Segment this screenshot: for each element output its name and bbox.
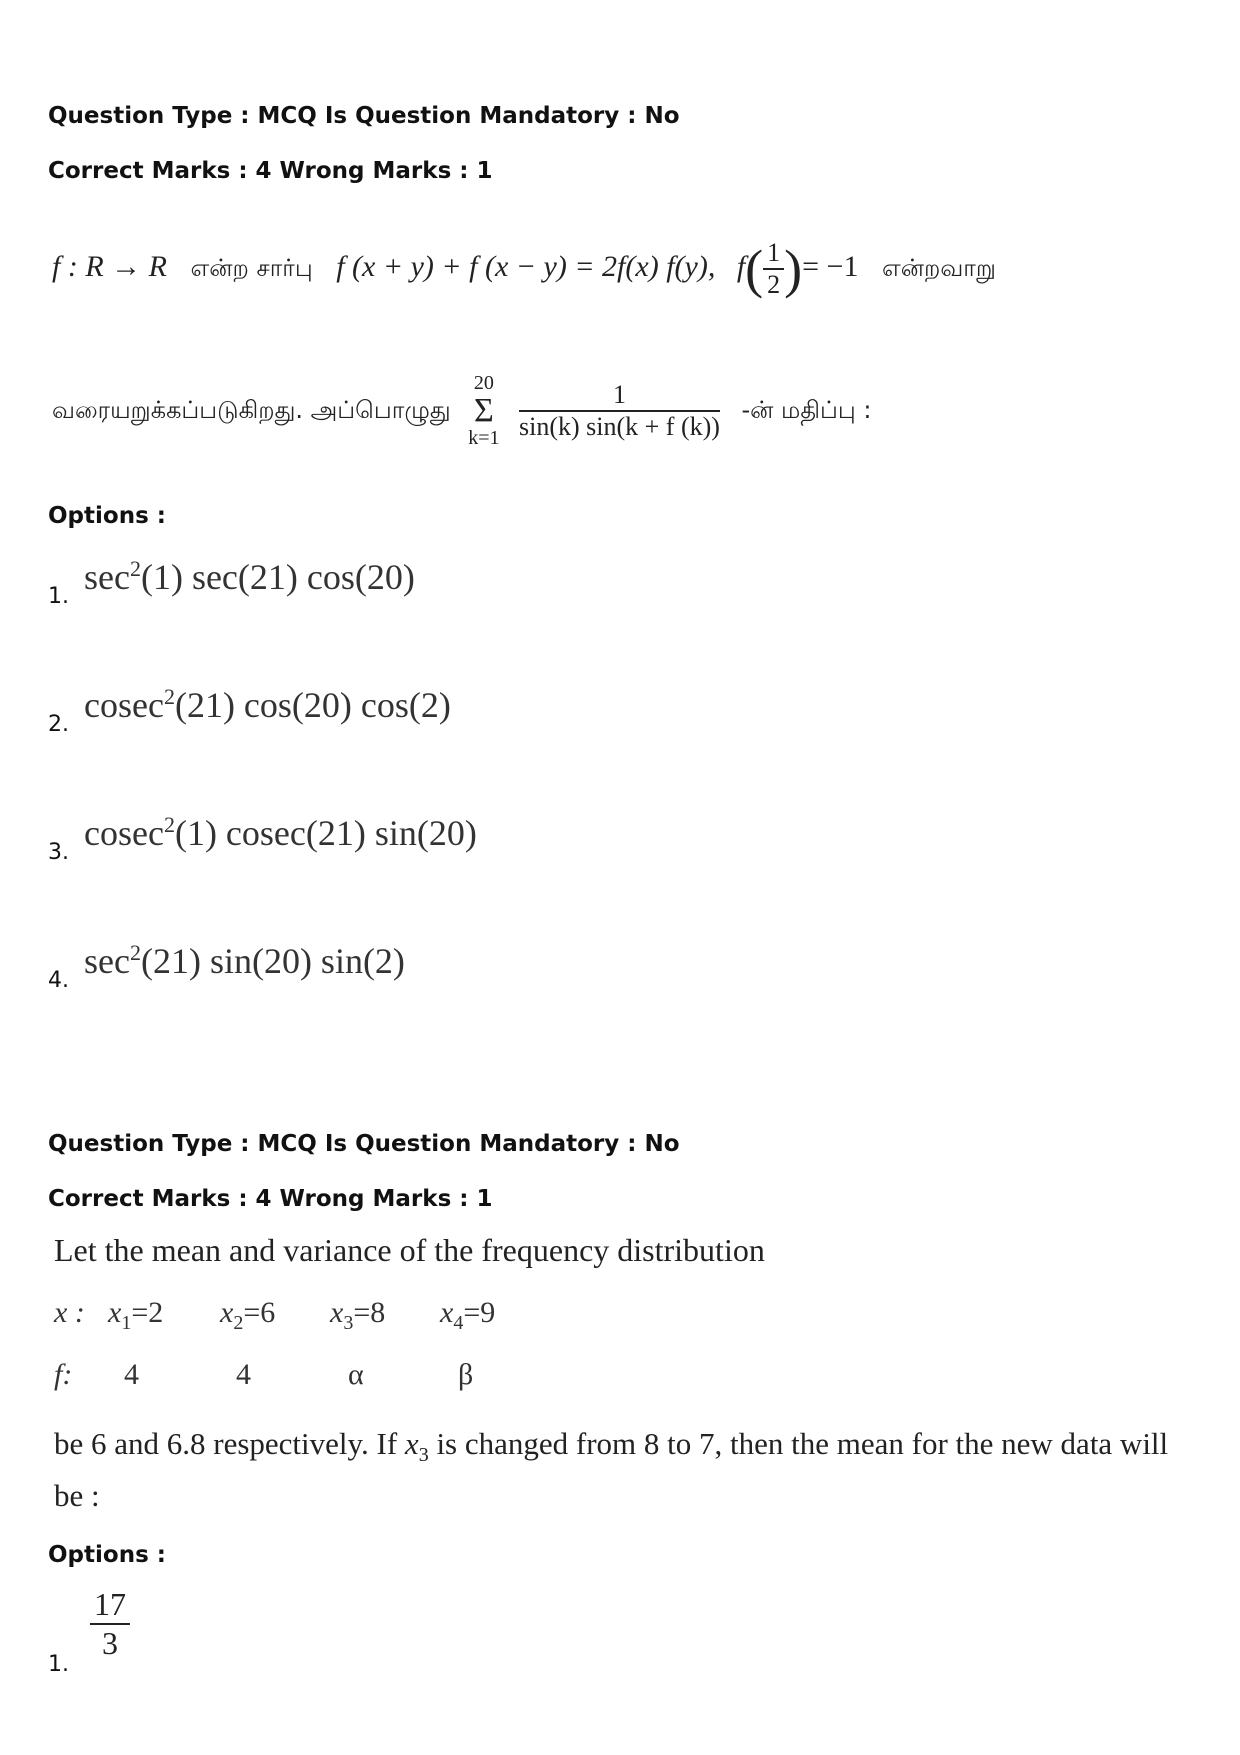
frequency-table xyxy=(54,1296,654,1416)
tamil-text: என்ற சார்பு xyxy=(190,253,313,282)
f-value-2: 4 xyxy=(236,1358,251,1391)
sum-fraction: $\frac{1}{\sin(k) \sin(k + f (k))}$ xyxy=(518,380,720,441)
question-type-line: Question Type : MCQ Is Question Mandatory : No xyxy=(48,103,680,129)
option-number: 4. xyxy=(48,968,69,993)
tamil-text: -ன் மதிப்பு : xyxy=(741,395,872,424)
question-text-line: be : xyxy=(54,1478,100,1513)
half-fraction: $\frac{1}{2}$ xyxy=(763,238,784,300)
f-half-value: = −1 xyxy=(802,249,859,283)
f-value-beta: β xyxy=(458,1358,474,1391)
option-2[interactable]: cosec$^2$(21) cos(20) cos(2) xyxy=(84,684,451,725)
f-row-label: f: xyxy=(54,1358,73,1391)
sigma-symbol: Σ xyxy=(473,392,494,429)
question-text-line: be 6 and 6.8 respectively. If $x_3$ is changed from 8 to 7, then the mean for the new data will xyxy=(54,1426,1169,1467)
marks-line: Correct Marks : 4 Wrong Marks : 1 xyxy=(48,158,493,184)
sum-lower-limit: k=1 xyxy=(468,427,500,449)
option-1[interactable] xyxy=(90,1586,130,1662)
x-value-4: $x_4=9$ xyxy=(440,1296,496,1334)
question-intro: Let the mean and variance of the frequency distribution xyxy=(54,1232,765,1268)
option-3[interactable]: cosec$^2$(1) cosec(21) sin(20) xyxy=(84,812,477,853)
functional-equation: f (x + y) + f (x − y) = 2f(x) f(y), xyxy=(336,249,716,283)
x-row-label: x : xyxy=(54,1296,85,1329)
option-number: 1. xyxy=(48,584,69,609)
f-value-1: 4 xyxy=(124,1358,139,1391)
question-text-line-1 xyxy=(52,238,996,300)
f-symbol: f xyxy=(736,249,746,283)
left-paren: ( xyxy=(745,239,764,299)
sum-upper-limit: 20 xyxy=(473,372,494,394)
option-4[interactable]: $\sec^2(21)$ sin(20) sin(2) xyxy=(84,940,405,981)
marks-line: Correct Marks : 4 Wrong Marks : 1 xyxy=(48,1186,493,1212)
function-definition: f : R → R xyxy=(52,249,167,283)
question-type-line: Question Type : MCQ Is Question Mandatory : No xyxy=(48,1131,680,1157)
tamil-text: வரையறுக்கப்படுகிறது. அப்பொழுது xyxy=(52,395,451,424)
option-fraction: $\frac{17}{3}$ xyxy=(90,1586,130,1662)
x-value-3: $x_3=8$ xyxy=(330,1296,386,1334)
f-value-alpha: α xyxy=(348,1358,364,1391)
option-1[interactable]: $\sec^2(1)$ sec(21) cos(20) xyxy=(84,556,415,597)
options-label: Options : xyxy=(48,1542,166,1568)
option-number: 2. xyxy=(48,712,69,737)
right-paren: ) xyxy=(784,239,803,299)
x-value-2: $x_2=6$ xyxy=(220,1296,276,1334)
option-number: 1. xyxy=(48,1652,69,1677)
tamil-text: என்றவாறு xyxy=(881,253,996,282)
options-label: Options : xyxy=(48,503,166,529)
option-number: 3. xyxy=(48,840,69,865)
question-text-line-2 xyxy=(52,372,871,450)
summation xyxy=(468,372,499,450)
x-value-1: $x_1=2$ xyxy=(108,1296,164,1334)
